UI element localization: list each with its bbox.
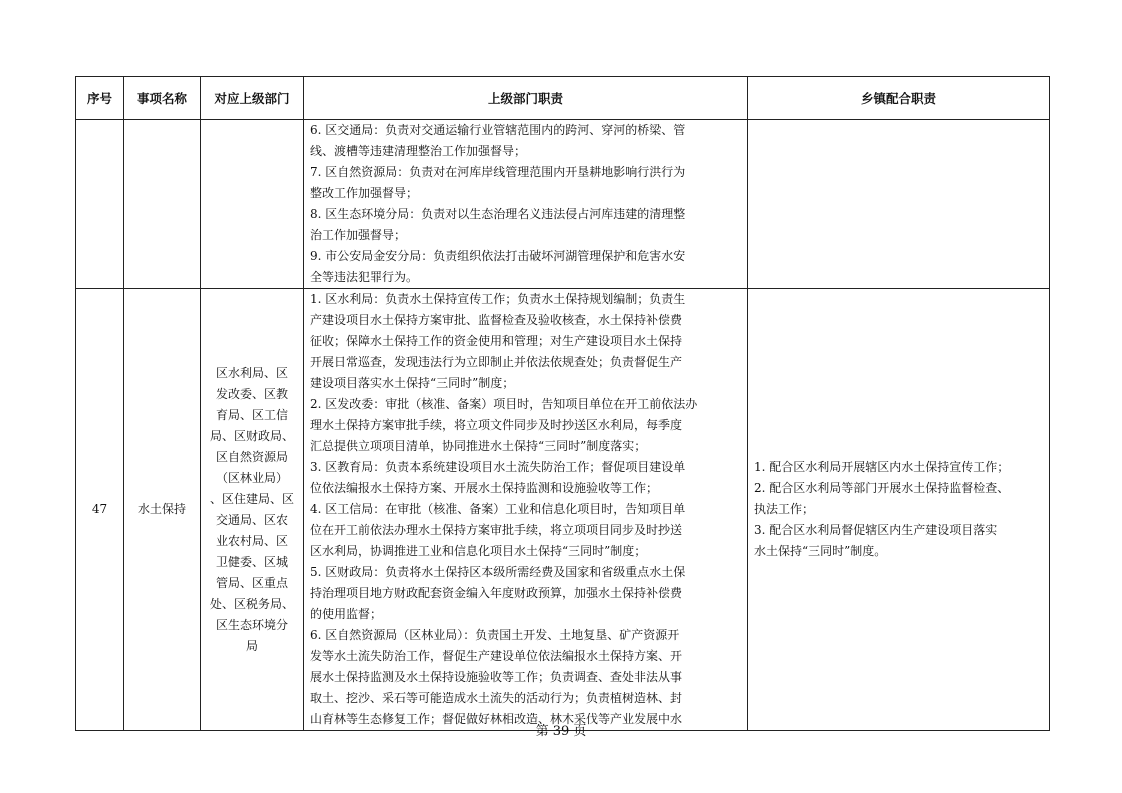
dept-cell — [201, 289, 304, 731]
duty-line: 建设项目落实水土保持“三同时”制度； — [310, 376, 515, 390]
responsibility-table — [75, 76, 1050, 731]
dept-cell — [201, 120, 304, 289]
duty-line: 2. 区发改委：审批（核准、备案）项目时，告知项目单位在开工前依法办 — [310, 397, 698, 411]
seq-cell — [76, 120, 124, 289]
duty-line: 的使用监督； — [310, 607, 383, 621]
coop-line: 水土保持“三同时”制度。 — [754, 544, 887, 558]
duty-line: 治工作加强督导； — [310, 228, 407, 242]
dept-line: 管局、区重点 — [215, 575, 288, 590]
duties-cell — [304, 120, 748, 289]
table-header-row — [76, 77, 1050, 120]
duty-line: 线、渡槽等违建清理整治工作加强督导； — [310, 144, 527, 158]
duties-cell — [304, 289, 748, 731]
duty-line: 征收；保障水土保持工作的资金使用和管理；对生产建设项目水土保持 — [310, 334, 683, 348]
duty-line: 全等违法犯罪行为。 — [310, 270, 419, 284]
duty-line: 整改工作加强督导； — [310, 186, 419, 200]
duty-line: 展水土保持监测及水土保持设施验收等工作；负责调查、查处非法从事 — [310, 670, 683, 684]
coop-line: 3. 配合区水利局督促辖区内生产建设项目落实 — [754, 523, 998, 537]
duty-line: 6. 区自然资源局（区林业局）：负责国土开发、土地复垦、矿产资源开 — [310, 628, 680, 642]
coop-cell — [748, 289, 1050, 731]
item-name-cell — [124, 120, 201, 289]
dept-line: 发改委、区教 — [215, 386, 288, 401]
duty-line: 发等水土流失防治工作，督促生产建设单位依法编报水土保持方案、开 — [310, 649, 683, 663]
duty-line: 汇总提供立项项目清单，协同推进水土保持“三同时”制度落实； — [310, 439, 647, 453]
table-row — [76, 120, 1050, 289]
header-seq: 序号 — [76, 77, 124, 120]
coop-line: 2. 配合区水利局等部门开展水土保持监督检查、 — [754, 481, 1010, 495]
duty-line: 位在开工前依法办理水土保持方案审批手续，将立项项目同步及时抄送 — [310, 523, 683, 537]
coop-cell — [748, 120, 1050, 289]
table-row — [76, 289, 1050, 731]
header-superior-dept: 对应上级部门 — [201, 77, 304, 120]
dept-line: 区水利局、区 — [215, 365, 288, 380]
duty-line: 7. 区自然资源局：负责对在河库岸线管理范围内开垦耕地影响行洪行为 — [310, 165, 686, 179]
dept-line: 业农村局、区 — [215, 533, 288, 548]
dept-line: 区生态环境分 — [215, 617, 288, 632]
duty-line: 取土、挖沙、采石等可能造成水土流失的活动行为；负责植树造林、封 — [310, 691, 683, 705]
page-number: 第 39 页 — [535, 724, 587, 739]
duty-line: 开展日常巡查，发现违法行为立即制止并依法依规查处；负责督促生产 — [310, 355, 683, 369]
dept-line: 局、区财政局、 — [209, 428, 294, 443]
coop-line: 1. 配合区水利局开展辖区内水土保持宣传工作； — [754, 460, 1010, 474]
dept-line: 交通局、区农 — [215, 512, 288, 527]
header-township-duties: 乡镇配合职责 — [748, 77, 1050, 120]
duty-line: 理水土保持方案审批手续，将立项文件同步及时抄送区水利局，每季度 — [310, 418, 683, 432]
duty-line: 9. 市公安局金安分局：负责组织依法打击破坏河湖管理保护和危害水安 — [310, 249, 686, 263]
dept-line: 局 — [245, 638, 258, 653]
dept-line: 育局、区工信 — [215, 407, 288, 422]
duty-line: 4. 区工信局：在审批（核准、备案）工业和信息化项目时，告知项目单 — [310, 502, 686, 516]
dept-line: （区林业局） — [215, 470, 288, 485]
dept-line: 卫健委、区城 — [215, 554, 288, 569]
duty-line: 产建设项目水土保持方案审批、监督检查及验收核查，水土保持补偿费 — [310, 313, 683, 327]
duty-line: 1. 区水利局：负责水土保持宣传工作；负责水土保持规划编制；负责生 — [310, 292, 686, 306]
duty-line: 区水利局，协调推进工业和信息化项目水土保持“三同时”制度； — [310, 544, 647, 558]
seq-cell: 47 — [76, 289, 124, 731]
duty-line: 山育林等生态修复工作；督促做好林相改造、林木采伐等产业发展中水 — [310, 712, 683, 726]
header-item-name: 事项名称 — [124, 77, 201, 120]
item-name-cell: 水土保持 — [124, 289, 201, 731]
dept-line: 区自然资源局 — [215, 449, 288, 464]
dept-line: 、区住建局、区 — [209, 491, 294, 506]
dept-line: 处、区税务局、 — [209, 596, 294, 611]
duty-line: 3. 区教育局：负责本系统建设项目水土流失防治工作；督促项目建设单 — [310, 460, 686, 474]
duty-line: 5. 区财政局：负责将水土保持区本级所需经费及国家和省级重点水土保 — [310, 565, 686, 579]
duty-line: 8. 区生态环境分局：负责对以生态治理名义违法侵占河库违建的清理整 — [310, 207, 686, 221]
coop-line: 执法工作； — [754, 502, 815, 516]
duty-line: 位依法编报水土保持方案、开展水土保持监测和设施验收等工作； — [310, 481, 659, 495]
header-superior-duties: 上级部门职责 — [304, 77, 748, 120]
duty-line: 持治理项目地方财政配套资金编入年度财政预算，加强水土保持补偿费 — [310, 586, 683, 600]
duty-line: 6. 区交通局：负责对交通运输行业管辖范围内的跨河、穿河的桥梁、管 — [310, 123, 686, 137]
